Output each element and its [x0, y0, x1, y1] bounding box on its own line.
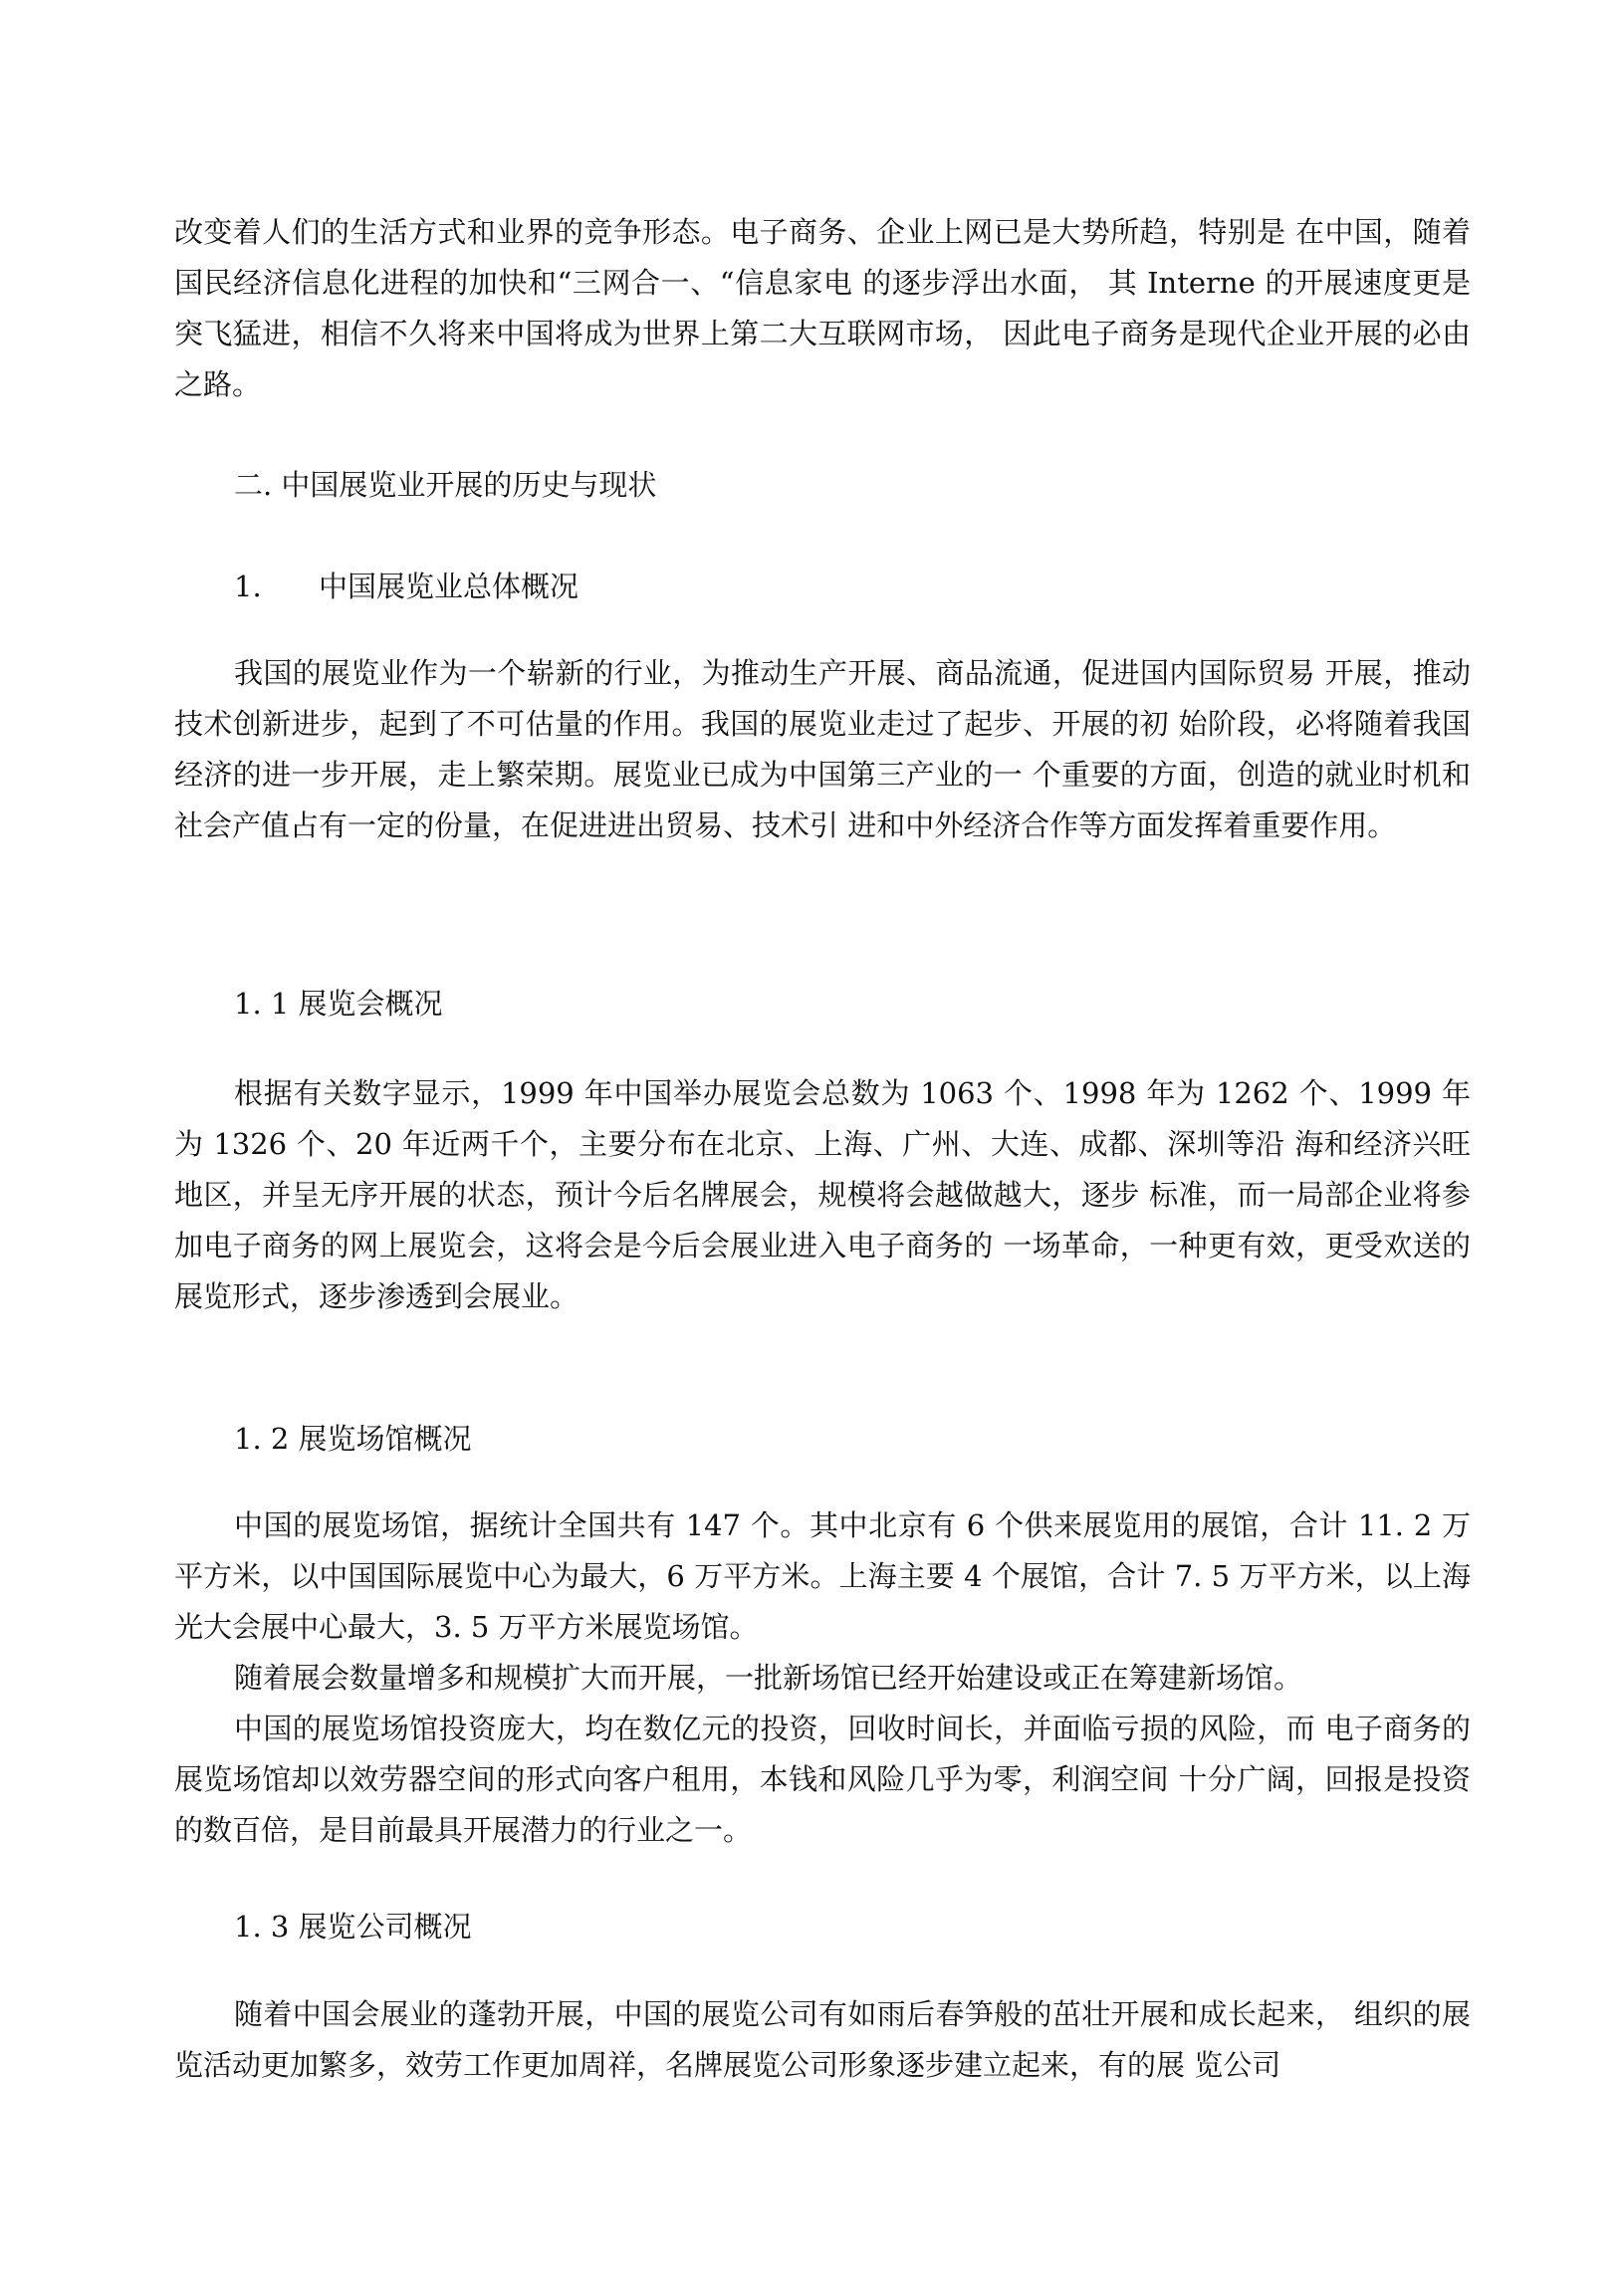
venues-paragraph-1: 中国的展览场馆，据统计全国共有 147 个。其中北京有 6 个供来展览用的展馆，合计 11. 2 万平方米，以中国国际展览中心为最大，6 万平方米。上海主要 4 个展馆，合计 7. 5 万平方米，以上海光大会展中心最大，3. 5 万平方米展览场馆。	[174, 1508, 1471, 1644]
overview-paragraph: 我国的展览业作为一个崭新的行业，为推动生产开展、商品流通，促进国内国际贸易 开展，推动技术创新进步，起到了不可估量的作用。我国的展览业走过了起步、开展的初 始阶段，必将随着我国经济的进一步开展，走上繁荣期。展览业已成为中国第三产业的一 个重要的方面，创造的就业时机和社会产值占有一定的份量，在促进进出贸易、技术引 进和中外经济合作等方面发挥着重要作用。	[174, 656, 1471, 842]
subsection-heading-companies: 1. 3 展览公司概况	[234, 1910, 472, 1944]
venues-paragraph-2: 随着展会数量增多和规模扩大而开展，一批新场馆已经开始建设或正在筹建新场馆。	[234, 1661, 1303, 1695]
section-heading-overview	[234, 562, 579, 612]
section-number: 1.	[234, 570, 262, 603]
exhibitions-paragraph: 根据有关数字显示，1999 年中国举办展览会总数为 1063 个、1998 年为 1262 个、1999 年为 1326 个、20 年近两千个，主要分布在北京、上海、广州、大连、成都、深圳等沿 海和经济兴旺地区，并呈无序开展的状态，预计今后名牌展会，规模将会越做越大，逐步 标准，而一局部企业将参加电子商务的网上展览会，这将会是今后会展业进入电子商务的 一场革命，一种更有效，更受欢送的展览形式，逐步渗透到会展业。	[174, 1076, 1471, 1313]
intro-paragraph: 改变着人们的生活方式和业界的竞争形态。电子商务、企业上网已是大势所趋，特别是 在中国，随着国民经济信息化进程的加快和“三网合一、“信息家电 的逐步浮出水面， 其 Interne 的开展速度更是突飞猛进，相信不久将来中国将成为世界上第二大互联网市场， 因此电子商务是现代企业开展的必由之路。	[174, 215, 1471, 401]
venues-paragraph-3: 中国的展览场馆投资庞大，均在数亿元的投资，回收时间长，并面临亏损的风险，而 电子商务的展览场馆却以效劳器空间的形式向客户租用，本钱和风险几乎为零，利润空间 十分广阔，回报是投资的数百倍，是目前最具开展潜力的行业之一。	[174, 1712, 1471, 1847]
companies-paragraph: 随着中国会展业的蓬勃开展，中国的展览公司有如雨后春笋般的茁壮开展和成长起来， 组织的展览活动更加繁多，效劳工作更加周祥，名牌展览公司形象逐步建立起来，有的展 览公司	[174, 1997, 1471, 2082]
section-title: 中国展览业总体概况	[319, 570, 580, 603]
subsection-heading-venues: 1. 2 展览场馆概况	[234, 1422, 472, 1456]
subsection-heading-exhibitions: 1. 1 展览会概况	[234, 987, 443, 1021]
section-heading-history: 二. 中国展览业开展的历史与现状	[234, 468, 657, 502]
